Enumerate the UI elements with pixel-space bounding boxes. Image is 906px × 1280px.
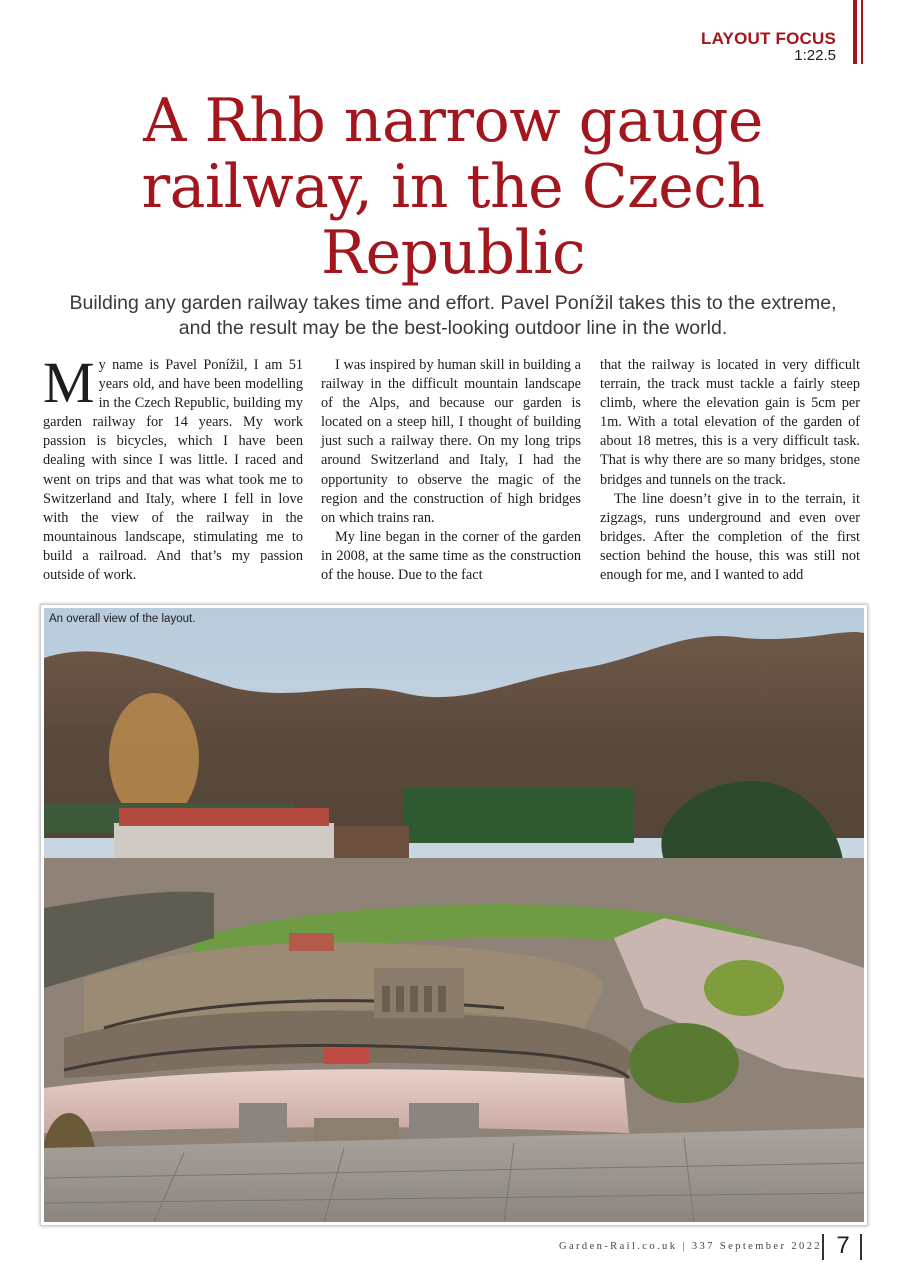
footer-rule-left	[822, 1234, 824, 1260]
page-number: 7	[836, 1232, 850, 1259]
house-roof	[119, 808, 329, 826]
footer-rule-right	[860, 1234, 862, 1260]
body-column-1	[43, 350, 303, 585]
layout-photo	[44, 608, 864, 1222]
body-paragraph: that the railway is located in very difficult terrain, the track must tackle a fairly steep climb, where the elevation gain is 5cm per 1m. With a total elevation of the garden of about 18 metres, this is a very difficult task. That is why there are so many bridges, stone bridges and tunnels on the track.	[600, 357, 860, 488]
footer-publication: Garden-Rail.co.uk | 337 September 2022	[558, 1241, 822, 1252]
layout-scale: 1:22.5	[794, 47, 836, 64]
model-station	[324, 1048, 369, 1064]
section-kicker: LAYOUT FOCUS	[701, 29, 836, 48]
body-paragraph: I was inspired by human skill in building a railway in the difficult mountain landscape of the Alps, and because our garden is located on a steep hill, I thought of building just such a railway there. On my long trips around Switzerland and Italy, I had the opportunity to observe the magic of the region and the construction of high bridges on which trains ran.	[321, 357, 581, 526]
house	[114, 823, 334, 863]
article-standfirst: Building any garden railway takes time and effort. Pavel Ponížil takes this to the extreme, and the result may be the best-looking outdoor line in the world.	[69, 292, 837, 339]
paragraph-text: y name is Pavel Ponížil, I am 51 years old, and have been modelling in the Czech Republic, building my garden railway for 14 years. My work passion is bicycles, which I have been dealing with since I was little. I raced and went on trips and that was what took me to Switzerland and Italy, where I fell in love with the view of the railway in the mountainous landscape, stimulating me to build a railroad. And that’s my passion outside of work.	[43, 357, 303, 584]
weeping-shrub	[629, 1023, 739, 1103]
photo-caption: An overall view of the layout.	[49, 613, 196, 625]
section-marker-bar-thin	[861, 0, 863, 64]
section-header	[701, 30, 836, 63]
article-title: A Rhb narrow gauge railway, in the Czech Republic	[141, 86, 765, 288]
shrub-yellow	[704, 960, 784, 1016]
body-column-3	[600, 356, 860, 585]
section-marker-bar	[853, 0, 857, 64]
body-paragraph: My line began in the corner of the garden in 2008, at the same time as the construction of the house. Due to the fact	[321, 528, 581, 584]
drop-cap: M	[43, 350, 95, 415]
figure-frame	[40, 604, 868, 1226]
hedge-right	[404, 788, 634, 843]
body-paragraph: The line doesn’t give in to the terrain, it zigzags, runs underground and even over bridges. After the completion of the first section behind the house, this was still not enough for me, and I wanted to add	[600, 490, 860, 584]
body-column-2	[321, 356, 581, 585]
body-paragraph	[43, 350, 303, 585]
model-building	[289, 933, 334, 951]
